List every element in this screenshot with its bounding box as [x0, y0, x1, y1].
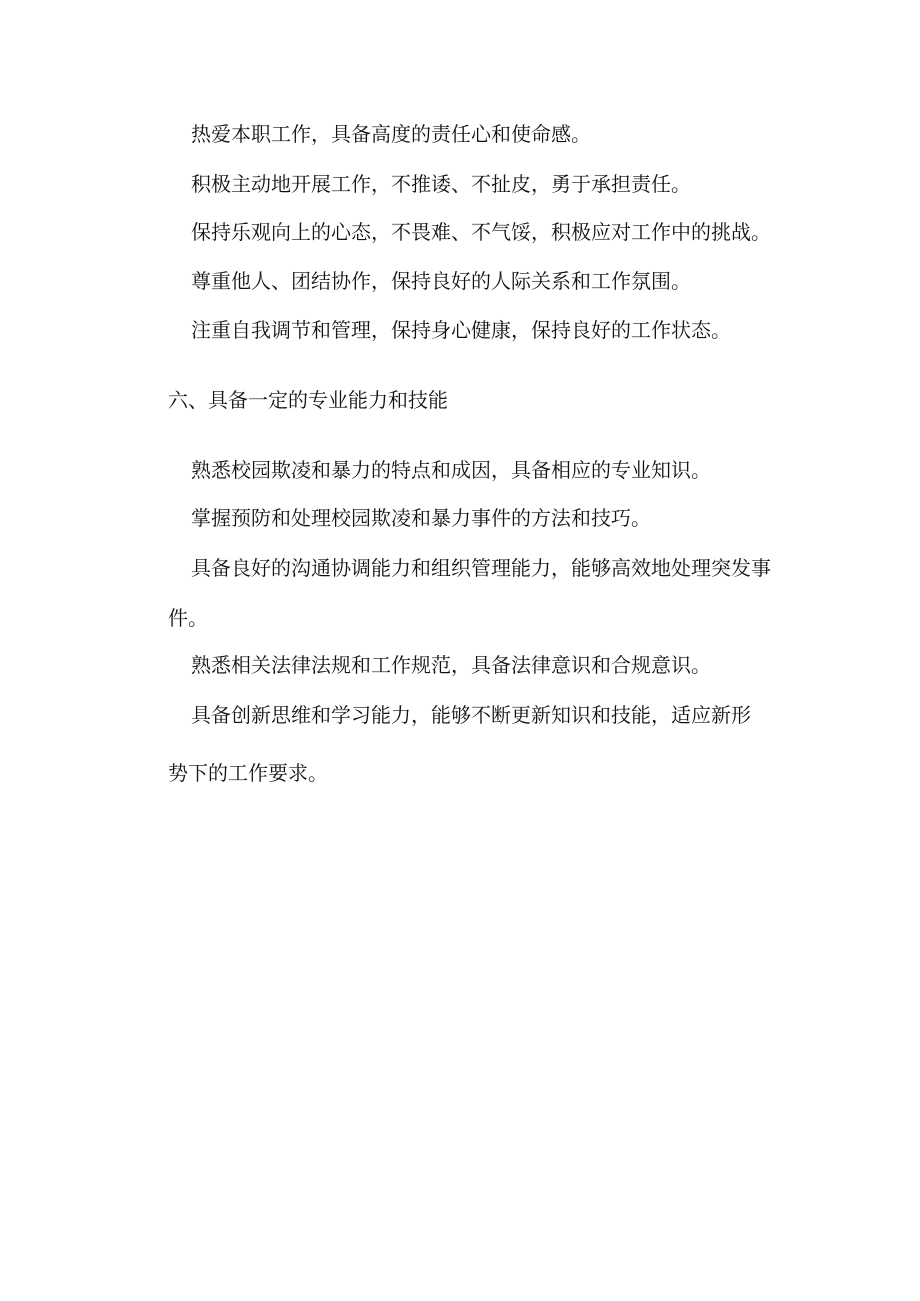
section-heading: 六、具备一定的专业能力和技能 — [168, 388, 448, 412]
paragraph-line: 具备创新思维和学习能力，能够不断更新知识和技能，适应新形 — [191, 703, 751, 727]
paragraph-line: 尊重他人、团结协作，保持良好的人际关系和工作氛围。 — [191, 269, 691, 293]
paragraph-line: 注重自我调节和管理，保持身心健康，保持良好的工作状态。 — [191, 318, 731, 342]
paragraph-line: 势下的工作要求。 — [168, 761, 328, 785]
paragraph-line: 具备良好的沟通协调能力和组织管理能力，能够高效地处理突发事 — [191, 556, 771, 580]
paragraph-line: 掌握预防和处理校园欺凌和暴力事件的方法和技巧。 — [191, 506, 651, 530]
paragraph-line: 件。 — [168, 606, 208, 630]
paragraph-line: 熟悉相关法律法规和工作规范，具备法律意识和合规意识。 — [191, 653, 711, 677]
paragraph-line: 热爱本职工作，具备高度的责任心和使命感。 — [191, 122, 591, 146]
paragraph-line: 保持乐观向上的心态，不畏难、不气馁，积极应对工作中的挑战。 — [191, 220, 771, 244]
paragraph-line: 积极主动地开展工作，不推诿、不扯皮，勇于承担责任。 — [191, 172, 691, 196]
paragraph-line: 熟悉校园欺凌和暴力的特点和成因，具备相应的专业知识。 — [191, 458, 711, 482]
